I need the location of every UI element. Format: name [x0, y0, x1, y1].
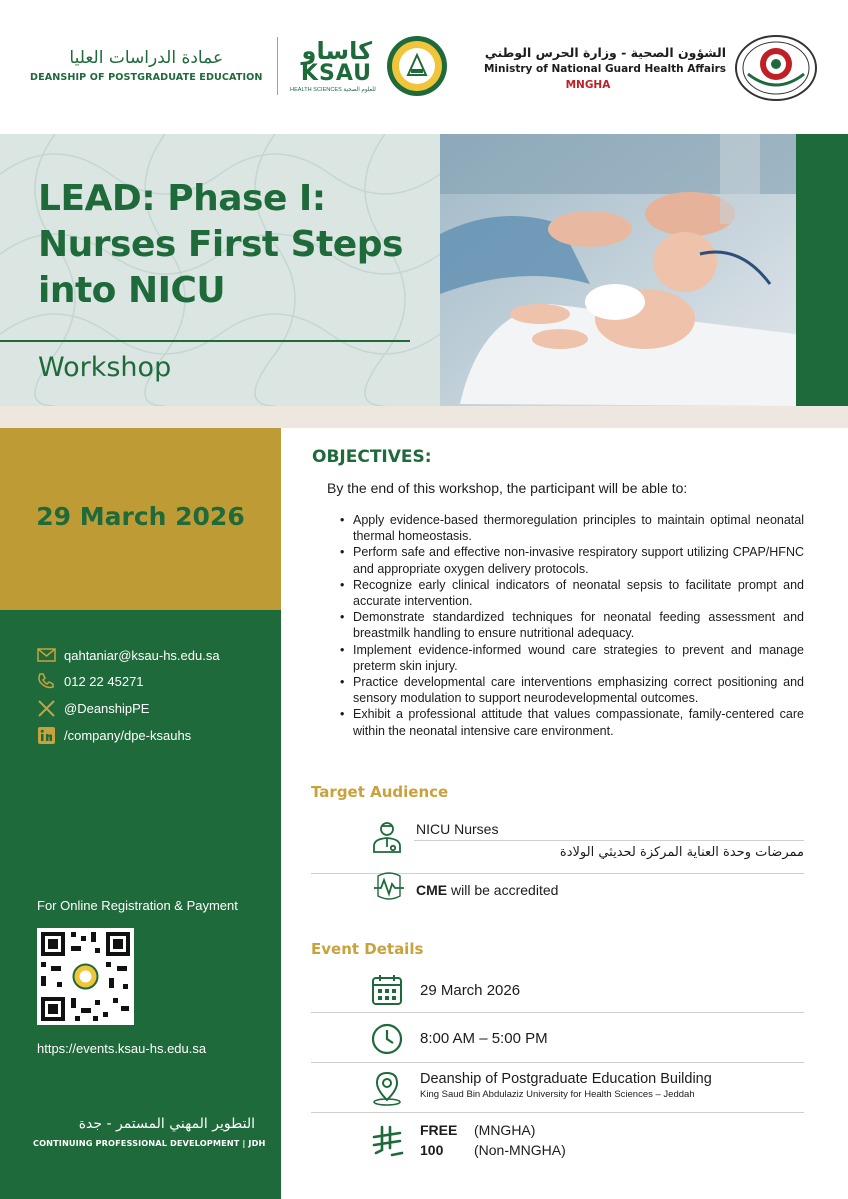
event-details-heading: Event Details — [311, 940, 424, 958]
objectives-heading: OBJECTIVES: — [312, 447, 432, 467]
hero-banner — [0, 134, 848, 406]
cme-accreditation — [416, 882, 558, 898]
deanship-name-english: DEANSHIP OF POSTGRADUATE EDUCATION — [30, 71, 263, 83]
objective-item: • Demonstrate standardized techniques for neonatal feeding assessment and breastmilk handling to ensure nutritional adequacy. — [338, 609, 804, 641]
objective-item: • Apply evidence-based thermoregulation principles to maintain optimal neonatal thermal homeostasis. — [338, 512, 804, 544]
registration-label: For Online Registration & Payment — [37, 898, 238, 913]
fee-non-mngha-value: 100 — [420, 1142, 444, 1158]
event-date: 29 March 2026 — [420, 982, 521, 999]
audience-english: NICU Nurses — [416, 821, 499, 837]
contact-email[interactable] — [36, 646, 220, 664]
cme-heartbeat-icon — [372, 872, 406, 900]
cpd-name-english: CONTINUING PROFESSIONAL DEVELOPMENT | JDH — [33, 1138, 266, 1148]
header-divider — [277, 37, 279, 95]
fee-mngha-group: (MNGHA) — [474, 1122, 536, 1138]
contact-x-text: @DeanshipPE — [64, 700, 150, 716]
page-header — [0, 0, 848, 134]
calendar-icon — [370, 973, 404, 1007]
mngha-emblem-icon — [734, 34, 818, 102]
fee-mngha-value: FREE — [420, 1122, 458, 1138]
deanship-name-arabic: عمادة الدراسات العليا — [69, 48, 224, 69]
nicu-baby-photo — [440, 134, 796, 406]
contact-email-text: qahtaniar@ksau-hs.edu.sa — [64, 647, 220, 663]
objective-item: • Perform safe and effective non-invasive respiratory support utilizing CPAP/HFNC and appropriate oxygen delivery protocols. — [338, 544, 804, 576]
mngha-name-arabic: الشؤون الصحية - وزارة الحرس الوطني — [484, 45, 726, 60]
workshop-title: LEAD: Phase I: Nurses First Steps into NICU — [38, 178, 403, 311]
hero-accent-strip — [796, 134, 848, 406]
fee-non-mngha-group: (Non-MNGHA) — [474, 1142, 566, 1158]
ksau-logo — [290, 37, 376, 93]
riyal-currency-icon — [371, 1124, 405, 1158]
objectives-list — [338, 512, 804, 739]
location-pin-icon — [370, 1070, 404, 1106]
registration-qr-code[interactable] — [37, 928, 134, 1025]
event-venue: Deanship of Postgraduate Education Building — [420, 1071, 712, 1087]
mngha-branding — [484, 34, 818, 102]
nurse-icon — [370, 820, 404, 854]
clock-icon — [370, 1022, 404, 1056]
ksau-branding — [30, 34, 448, 98]
audience-divider — [414, 840, 804, 841]
objective-item: • Recognize early clinical indicators of neonatal sepsis to facilitate prompt and accurate intervention. — [338, 577, 804, 609]
event-venue-subtitle: King Saud Bin Abdulaziz University for Health Sciences – Jeddah — [420, 1089, 695, 1100]
cme-label: CME — [416, 882, 448, 898]
contact-phone-text: 012 22 45271 — [64, 673, 144, 689]
hero-divider-band — [0, 406, 848, 428]
registration-url[interactable]: https://events.ksau-hs.edu.sa — [37, 1041, 207, 1056]
objective-item: • Practice developmental care interventions emphasizing correct positioning and sensory modulation to support neurodevelopmental outcomes. — [338, 674, 804, 706]
mngha-name-english: Ministry of National Guard Health Affairs — [483, 63, 726, 75]
x-icon — [36, 699, 56, 717]
event-divider — [311, 1112, 804, 1113]
objectives-intro: By the end of this workshop, the participant will be able to: — [327, 480, 688, 496]
email-icon — [36, 646, 56, 664]
cpd-name-arabic: التطوير المهني المستمر - جدة — [78, 1116, 255, 1132]
objective-item: • Exhibit a professional attitude that values compassionate, family-centered care within the neonatal intensive care environment. — [338, 706, 804, 738]
contact-x[interactable] — [36, 699, 149, 717]
ksau-seal-icon — [386, 35, 448, 97]
event-date-large: 29 March 2026 — [36, 502, 245, 531]
event-time: 8:00 AM – 5:00 PM — [420, 1030, 548, 1047]
linkedin-icon — [36, 726, 56, 744]
workshop-subtitle: Workshop — [38, 352, 172, 383]
event-divider — [311, 1012, 804, 1013]
objective-item: • Implement evidence-informed wound care strategies to prevent and manage preterm skin injury. — [338, 642, 804, 674]
title-underline — [0, 340, 410, 342]
cme-text: will be accredited — [451, 882, 559, 898]
deanship-logo — [30, 49, 263, 83]
target-audience-heading: Target Audience — [311, 783, 449, 801]
contact-linkedin-text: /company/dpe-ksauhs — [64, 727, 192, 743]
ksau-name-arabic: كاساو — [301, 37, 373, 65]
contact-linkedin[interactable] — [36, 726, 191, 744]
audience-arabic: ممرضات وحدة العناية المركزة لحديثي الولادة — [559, 845, 804, 860]
phone-icon — [36, 672, 56, 690]
ksau-name-english: KSAU — [300, 61, 373, 86]
contact-phone[interactable] — [36, 672, 144, 690]
event-divider — [311, 1062, 804, 1063]
mngha-abbreviation: MNGHA — [565, 79, 611, 91]
ksau-subtitle: HEALTH SCIENCES للعلوم الصحية — [290, 87, 376, 93]
mngha-logo-text — [484, 45, 726, 91]
